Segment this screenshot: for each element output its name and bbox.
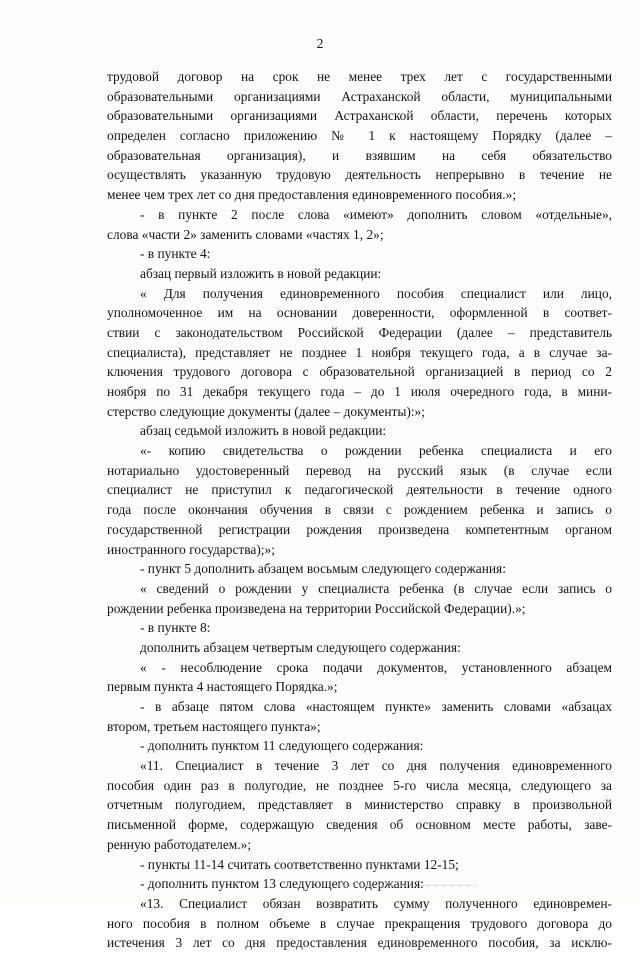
text-line: осуществлять указанную трудовую деятельность непрерывно в течение не — [107, 167, 612, 183]
text-line: трудовой договор на срок не менее трех лет с государственными — [107, 69, 612, 84]
text-line: «- копию свидетельства о рождении ребенка специалиста и его — [140, 443, 612, 459]
text-line: ного пособия в полном объеме в случае прекращения трудового договора до — [107, 915, 612, 931]
page-number: 2 — [316, 36, 324, 51]
text-line: отчетным полугодием, представляет в министерство справку в произвольной — [107, 797, 612, 813]
text-line: пособия один раз в полугодие, не позднее 5-го числа месяца, следующего за — [107, 777, 612, 793]
text-line: - пункты 11-14 считать соответственно пунктами 12-15; — [140, 856, 459, 872]
text-line: образовательными организациями Астраханской области, муниципальными — [107, 88, 612, 104]
text-line: « сведений о рождении у специалиста ребенка (в случае если запись о — [140, 580, 612, 596]
text-line: « Для получения единовременного пособия специалист или лицо, — [140, 285, 612, 301]
text-line: абзац первый изложить в новой редакции: — [140, 265, 382, 281]
text-line: образовательными организациями Астраханской области, перечень которых — [107, 108, 612, 124]
text-line: первым пункта 4 настоящего Порядка.»; — [107, 679, 338, 695]
text-line: - в пункте 8: — [140, 620, 211, 636]
text-line: втором, третьем настоящего пункта»; — [107, 718, 321, 734]
text-line: специалист не приступил к педагогической деятельности в течение одного — [107, 482, 612, 498]
text-line: ноября по 31 декабря текущего года – до 1 июля очередного года, в мини- — [107, 384, 612, 399]
text-line: - в пункте 2 после слова «имеют» дополнить словом «отдельные», — [140, 206, 612, 222]
text-line: - дополнить пунктом 13 следующего содержания: — [140, 876, 424, 892]
text-line: - дополнить пунктом 11 следующего содержания: — [140, 738, 424, 754]
text-line: специалиста), представляет не позднее 1 ноября текущего года, а в случае за- — [107, 344, 612, 360]
text-line: абзац седьмой изложить в новой редакции: — [140, 423, 387, 439]
text-line: письменной форме, содержащую сведения об основном месте работы, заве- — [107, 817, 612, 833]
text-line: государственной регистрации рождения произведена компетентным органом — [107, 521, 612, 537]
document-body — [107, 67, 612, 953]
text-line: - в абзаце пятом слова «настоящем пункте» заменить словами «абзацах — [140, 699, 612, 714]
text-line: менее чем трех лет со дня предоставления единовременного пособия.»; — [107, 187, 517, 203]
text-line: ключения трудового договора с образовательной организацией в период со 2 — [107, 364, 612, 380]
text-line: рождении ребенка произведена на территории Российской Федерации).»; — [107, 600, 526, 616]
text-line: « - несоблюдение срока подачи документов, установленного абзацем — [140, 659, 612, 675]
text-line: слова «части 2» заменить словами «частях 1, 2»; — [107, 226, 384, 242]
text-line: образовательная организация), и взявшим на себя обязательство — [107, 147, 612, 163]
text-line: «13. Специалист обязан возвратить сумму полученного единовремен- — [140, 895, 612, 911]
text-line: года после окончания обучения в связи с рождением ребенка и запись о — [107, 502, 612, 518]
text-line: иностранного государства);»; — [107, 541, 275, 557]
text-line: дополнить абзацем четвертым следующего содержания: — [140, 639, 461, 655]
text-line: ствии с законодательством Российской Федерации (далее – представитель — [107, 324, 612, 340]
text-line: - пункт 5 дополнить абзацем восьмым следующего содержания: — [140, 561, 506, 577]
text-line: стерство следующие документы (далее – документы):»; — [107, 403, 425, 419]
scan-artifact-line — [336, 885, 476, 887]
text-line: определен согласно приложению № 1 к настоящему Порядку (далее – — [107, 128, 612, 144]
text-line: истечения 3 лет со дня предоставления единовременного пособия, за исклю- — [107, 935, 612, 951]
text-line: «11. Специалист в течение 3 лет со дня получения единовременного — [140, 758, 612, 774]
text-line: нотариально удостоверенный перевод на русский язык (в случае если — [107, 462, 612, 478]
text-line: уполномоченное им на основании доверенности, оформленной в соответ- — [107, 305, 612, 321]
text-line: ренную работодателем.»; — [107, 836, 252, 852]
text-line: - в пункте 4: — [140, 246, 211, 262]
